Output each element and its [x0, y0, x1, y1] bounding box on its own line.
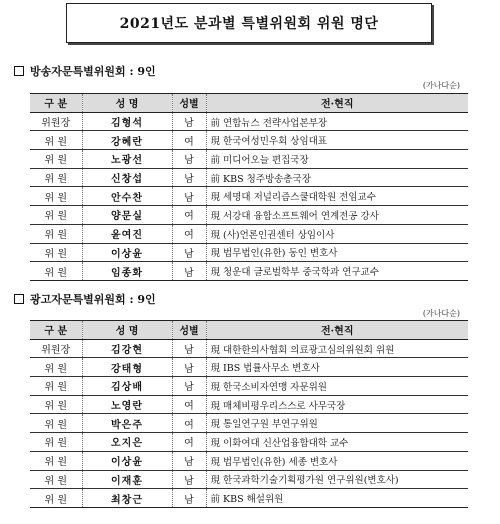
- table-row: [30, 339, 468, 358]
- member-name: 최창근: [82, 489, 172, 508]
- broadcast-committee-table: [30, 93, 468, 281]
- member-position: 現 세명대 저널리즘스쿨대학원 전임교수: [206, 187, 468, 206]
- member-role: 위 원: [30, 168, 82, 187]
- member-position: 現 (사)언론인권센터 상임이사: [206, 224, 468, 243]
- section-heading-advertising: [14, 291, 156, 307]
- member-role: 위 원: [30, 489, 82, 508]
- member-name: 오지은: [82, 433, 172, 452]
- member-name: 박은주: [82, 414, 172, 433]
- table-row: [30, 224, 468, 243]
- member-gender: 남: [172, 262, 206, 281]
- member-name: 양문실: [82, 206, 172, 225]
- member-position: 現 이화여대 신산업융합대학 교수: [206, 433, 468, 452]
- member-gender: 남: [172, 168, 206, 187]
- member-gender: 여: [172, 206, 206, 225]
- column-header-role: 구 분: [30, 94, 82, 113]
- member-position: 現 법무법인(유한) 세종 변호사: [206, 451, 468, 470]
- member-gender: 남: [172, 470, 206, 489]
- member-gender: 남: [172, 150, 206, 169]
- table-row: [30, 187, 468, 206]
- member-role: 위 원: [30, 377, 82, 396]
- table-header-row: [30, 94, 468, 113]
- table-row: [30, 470, 468, 489]
- member-gender: 여: [172, 395, 206, 414]
- member-gender: 남: [172, 358, 206, 377]
- member-name: 이상윤: [82, 243, 172, 262]
- member-name: 이상윤: [82, 451, 172, 470]
- member-position: 現 매체비평우리스스로 사무국장: [206, 395, 468, 414]
- member-position: 現 대한한의사협회 의료광고심의위원회 위원: [206, 339, 468, 358]
- table-row: [30, 150, 468, 169]
- member-role: 위 원: [30, 150, 82, 169]
- member-gender: 남: [172, 112, 206, 131]
- member-gender: 남: [172, 339, 206, 358]
- member-position: 現 법무법인(유한) 동인 변호사: [206, 243, 468, 262]
- section-heading-text: 광고자문특별위원회 : 9인: [30, 293, 156, 306]
- table-row: [30, 395, 468, 414]
- member-position: 前 KBS 청주방송총국장: [206, 168, 468, 187]
- member-position: 現 통일연구원 부연구위원: [206, 414, 468, 433]
- member-role: 위 원: [30, 224, 82, 243]
- square-bullet-icon: [14, 66, 24, 76]
- member-name: 신창섭: [82, 168, 172, 187]
- member-position: 現 서강대 융합소프트웨어 연계전공 강사: [206, 206, 468, 225]
- member-role: 위 원: [30, 243, 82, 262]
- member-gender: 여: [172, 224, 206, 243]
- member-name: 강혜란: [82, 131, 172, 150]
- column-header-name: 성 명: [82, 94, 172, 113]
- member-name: 임종화: [82, 262, 172, 281]
- member-position: 前 연합뉴스 전략사업본부장: [206, 112, 468, 131]
- document-title: 2021년도 분과별 특별위원회 위원 명단: [66, 3, 432, 43]
- member-position: 現 한국소비자연맹 자문위원: [206, 377, 468, 396]
- column-header-position: 전·현직: [206, 94, 468, 113]
- member-name: 김형석: [82, 112, 172, 131]
- sort-order-note: (가나다순): [422, 81, 460, 90]
- square-bullet-icon: [14, 294, 24, 304]
- table-row: [30, 262, 468, 281]
- member-position: 現 한국여성민우회 상임대표: [206, 131, 468, 150]
- table-row: [30, 433, 468, 452]
- member-position: 現 한국과학기술기획평가원 연구위원(변호사): [206, 470, 468, 489]
- table-row: [30, 451, 468, 470]
- table-row: [30, 168, 468, 187]
- member-gender: 남: [172, 243, 206, 262]
- column-header-position: 전·현직: [206, 321, 468, 340]
- member-name: 노광선: [82, 150, 172, 169]
- member-gender: 남: [172, 451, 206, 470]
- member-position: 現 IBS 법률사무소 변호사: [206, 358, 468, 377]
- section-heading-text: 방송자문특별위원회 : 9인: [30, 65, 156, 78]
- table-row: [30, 358, 468, 377]
- member-role: 위 원: [30, 470, 82, 489]
- member-role: 위원장: [30, 339, 82, 358]
- sort-order-note: (가나다순): [422, 309, 460, 318]
- column-header-name: 성 명: [82, 321, 172, 340]
- section-heading-broadcast: [14, 63, 156, 79]
- table-row: [30, 414, 468, 433]
- column-header-role: 구 분: [30, 321, 82, 340]
- member-role: 위 원: [30, 206, 82, 225]
- member-gender: 여: [172, 414, 206, 433]
- member-position: 前 KBS 해설위원: [206, 489, 468, 508]
- member-gender: 남: [172, 489, 206, 508]
- table-row: [30, 131, 468, 150]
- member-position: 現 청운대 글로벌학부 중국학과 연구교수: [206, 262, 468, 281]
- member-position: 前 미디어오늘 편집국장: [206, 150, 468, 169]
- column-header-gender: 성별: [172, 94, 206, 113]
- member-role: 위 원: [30, 395, 82, 414]
- member-name: 강태형: [82, 358, 172, 377]
- member-role: 위 원: [30, 262, 82, 281]
- member-role: 위 원: [30, 131, 82, 150]
- member-role: 위 원: [30, 358, 82, 377]
- column-header-gender: 성별: [172, 321, 206, 340]
- member-role: 위 원: [30, 414, 82, 433]
- member-role: 위 원: [30, 187, 82, 206]
- member-gender: 남: [172, 377, 206, 396]
- table-row: [30, 377, 468, 396]
- table-row: [30, 206, 468, 225]
- table-row: [30, 243, 468, 262]
- member-name: 김강현: [82, 339, 172, 358]
- member-gender: 여: [172, 131, 206, 150]
- table-header-row: [30, 321, 468, 340]
- member-role: 위원장: [30, 112, 82, 131]
- member-gender: 여: [172, 433, 206, 452]
- member-name: 안수찬: [82, 187, 172, 206]
- member-name: 이재훈: [82, 470, 172, 489]
- member-name: 윤여진: [82, 224, 172, 243]
- table-row: [30, 112, 468, 131]
- member-role: 위 원: [30, 433, 82, 452]
- member-gender: 남: [172, 187, 206, 206]
- table-row: [30, 489, 468, 508]
- member-name: 노영란: [82, 395, 172, 414]
- member-role: 위 원: [30, 451, 82, 470]
- advertising-committee-table: [30, 320, 468, 508]
- member-name: 김상배: [82, 377, 172, 396]
